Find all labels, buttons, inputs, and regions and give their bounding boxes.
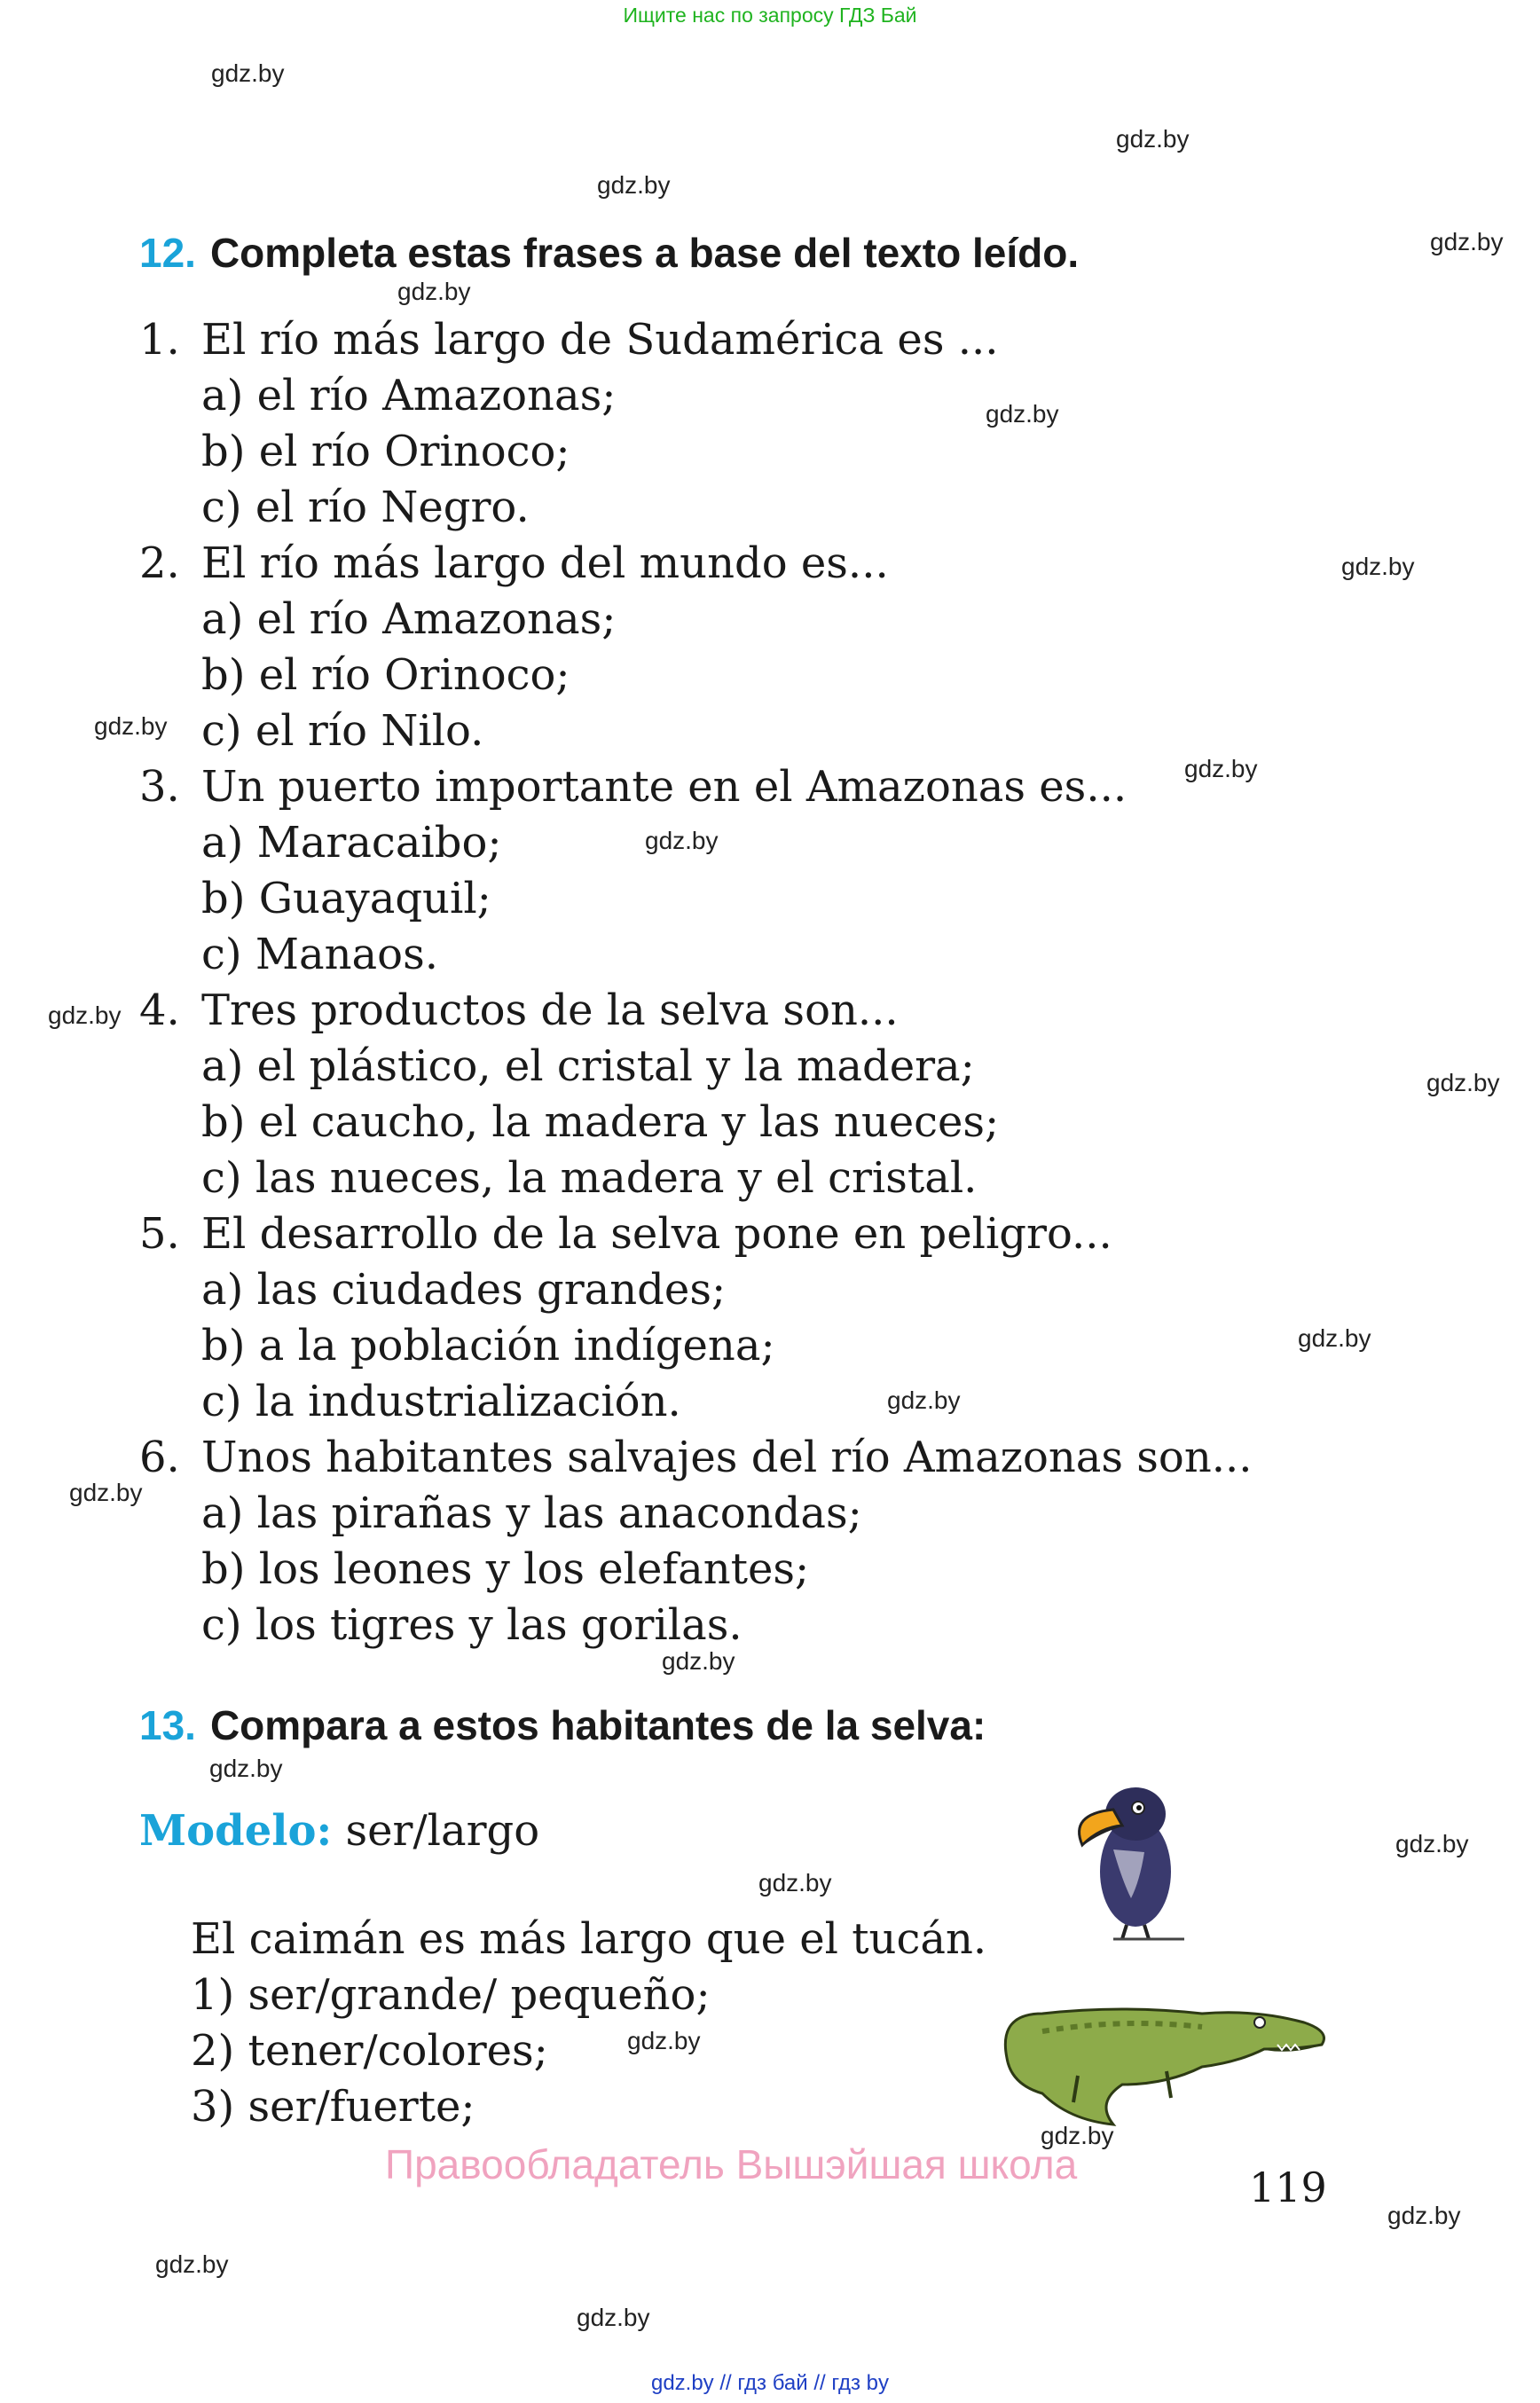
watermark: gdz.by [577, 2304, 650, 2331]
answer-option: b) Guayaquil; [201, 874, 491, 923]
answer-option: b) el río Orinoco; [201, 427, 570, 476]
watermark: gdz.by [1341, 553, 1415, 580]
question-number: 1. [139, 315, 180, 365]
question-text: El desarrollo de la selva pone en peligro... [201, 1209, 1112, 1259]
question-number: 5. [139, 1209, 180, 1259]
footer: gdz.by // гдз бай // гдз by [650, 2371, 890, 2395]
answer-option: c) Manaos. [201, 930, 438, 979]
watermark: gdz.by [209, 1755, 283, 1782]
answer-option: b) el caucho, la madera y las nueces; [201, 1097, 1000, 1147]
compare-item: 3) ser/fuerte; [191, 2082, 475, 2132]
watermark: gdz.by [1426, 1069, 1500, 1096]
question-text: Un puerto importante en el Amazonas es... [201, 762, 1128, 812]
watermark: gdz.by [758, 1869, 832, 1896]
copyright-notice: Правообладатель Вышэйшая школа [385, 2141, 1078, 2187]
question-number: 6. [139, 1433, 180, 1482]
question [139, 983, 899, 1039]
watermark: gdz.by [627, 2027, 701, 2054]
exercise-13-title [139, 1701, 986, 1749]
watermark: gdz.by [48, 1001, 122, 1029]
answer-option: b) los leones y los elefantes; [201, 1544, 810, 1594]
watermark: gdz.by [1041, 2122, 1114, 2149]
toucan-illustration [1051, 1765, 1220, 1943]
compare-item: 1) ser/grande/ pequeño; [191, 1970, 711, 2020]
watermark: gdz.by [1430, 228, 1504, 255]
watermark: gdz.by [69, 1479, 143, 1506]
answer-option: a) las pirañas y las anacondas; [201, 1488, 862, 1538]
question-text: Tres productos de la selva son... [201, 986, 899, 1035]
answer-option: b) el río Orinoco; [201, 650, 570, 700]
page-number: 119 [1249, 2163, 1327, 2211]
watermark: gdz.by [1298, 1324, 1371, 1352]
question-text: El río más largo del mundo es... [201, 538, 889, 588]
watermark: gdz.by [986, 400, 1059, 428]
caiman-illustration [989, 1960, 1340, 2133]
exercise-number: 12. [139, 230, 196, 276]
exercise-12-title [139, 229, 1079, 277]
top-banner: Ищите нас по запросу ГДЗ Бай [623, 4, 917, 27]
watermark: gdz.by [645, 827, 719, 854]
answer-option: b) a la población indígena; [201, 1321, 775, 1370]
question [139, 759, 1127, 815]
answer-option: a) las ciudades grandes; [201, 1265, 727, 1315]
watermark: gdz.by [597, 171, 671, 199]
watermark: gdz.by [1184, 755, 1258, 782]
answer-option: c) las nueces, la madera y el cristal. [201, 1153, 978, 1203]
question-text: Unos habitantes salvajes del río Amazonas son... [201, 1433, 1253, 1482]
watermark: gdz.by [94, 712, 168, 740]
question [139, 536, 889, 592]
watermark: gdz.by [662, 1647, 735, 1675]
exercise-number: 13. [139, 1702, 196, 1748]
answer-option: a) el plástico, el cristal y la madera; [201, 1041, 975, 1091]
question [139, 1206, 1112, 1262]
exercise-instruction: Completa estas frases a base del texto leído. [209, 230, 1080, 276]
answer-option: c) el río Nilo. [201, 706, 484, 756]
question [139, 1430, 1253, 1486]
exercise-instruction: Compara a estos habitantes de la selva: [209, 1702, 986, 1748]
question-text: El río más largo de Sudamérica es ... [201, 315, 999, 365]
modelo-line [139, 1803, 539, 1859]
answer-option: c) los tigres y las gorilas. [201, 1600, 742, 1650]
question [139, 312, 999, 368]
question-number: 3. [139, 762, 180, 812]
question-number: 2. [139, 538, 180, 588]
watermark: gdz.by [211, 59, 285, 87]
watermark: gdz.by [1116, 125, 1190, 153]
modelo-text: ser/largo [345, 1806, 540, 1856]
answer-option: c) la industrialización. [201, 1377, 681, 1426]
modelo-label: Modelo: [139, 1806, 333, 1856]
compare-item: 2) tener/colores; [191, 2026, 548, 2076]
question-number: 4. [139, 986, 180, 1035]
answer-option: a) el río Amazonas; [201, 594, 617, 644]
example-sentence: El caimán es más largo que el tucán. [191, 1914, 987, 1964]
answer-option: a) el río Amazonas; [201, 371, 617, 420]
watermark: gdz.by [397, 278, 471, 305]
watermark: gdz.by [887, 1386, 961, 1414]
watermark: gdz.by [155, 2250, 229, 2278]
watermark: gdz.by [1387, 2202, 1461, 2229]
watermark: gdz.by [1395, 1830, 1469, 1857]
answer-option: a) Maracaibo; [201, 818, 502, 868]
answer-option: c) el río Negro. [201, 483, 530, 532]
